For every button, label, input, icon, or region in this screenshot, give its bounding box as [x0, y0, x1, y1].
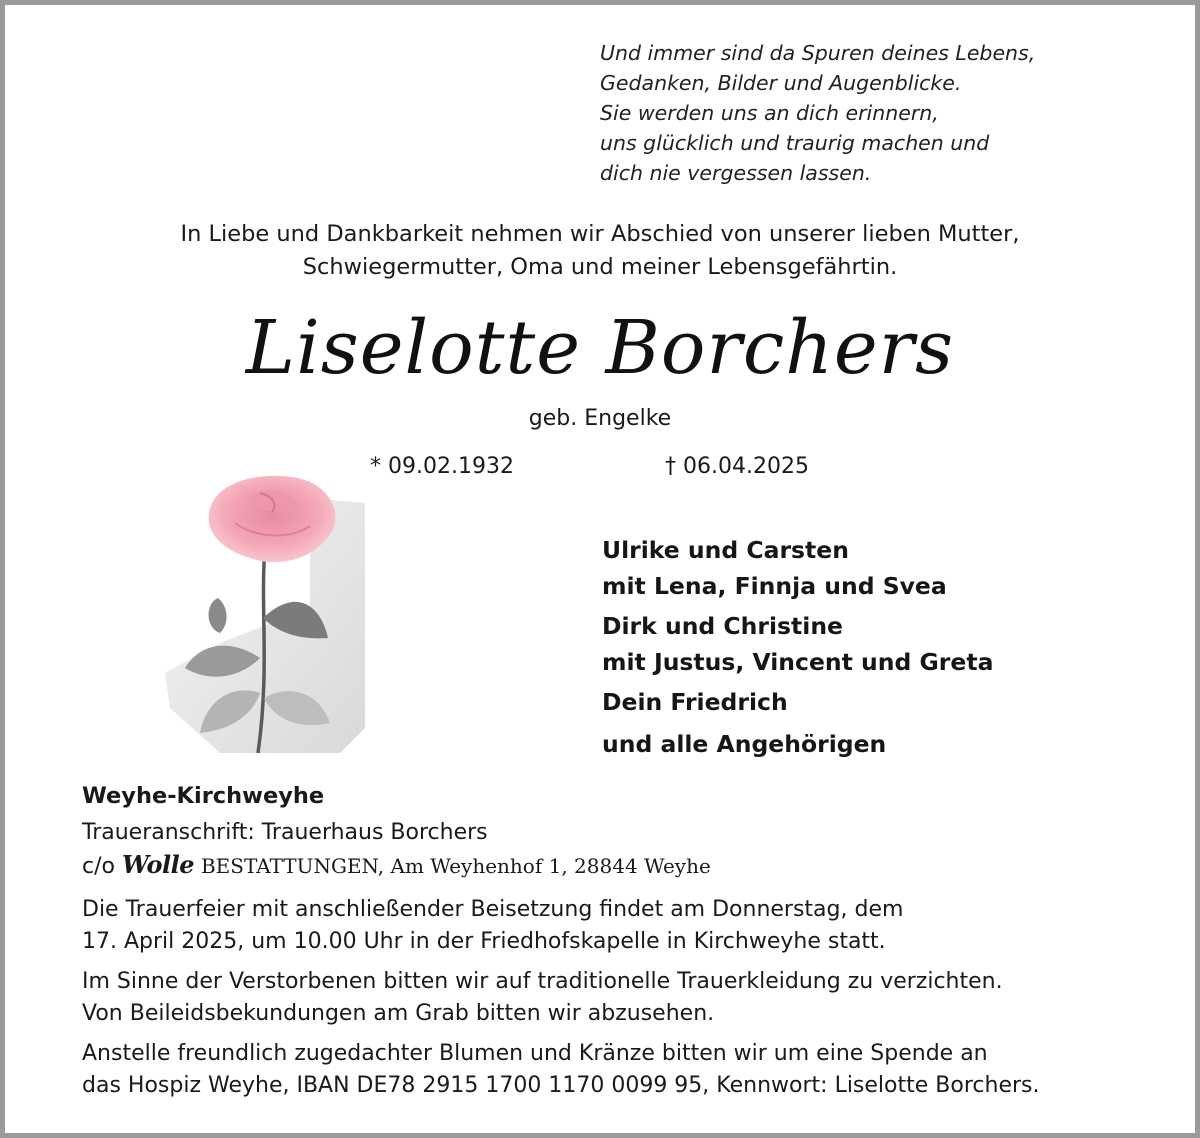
address-line: Traueranschrift: Trauerhaus Borchers — [82, 820, 488, 845]
ceremony-paragraph — [82, 894, 903, 958]
donation-paragraph — [82, 1038, 1039, 1102]
birth-date: * 09.02.1932 — [370, 454, 514, 479]
funeral-home-address: BESTATTUNGEN, Am Weyhenhof 1, 28844 Weyhe — [200, 854, 711, 878]
paragraph-line: das Hospiz Weyhe, IBAN DE78 2915 1700 1170 0099 95, Kennwort: Liselotte Borchers. — [82, 1073, 1040, 1098]
rose-image — [160, 468, 370, 758]
paragraph-line: Die Trauerfeier mit anschließender Beisetzung findet am Donnerstag, dem — [82, 897, 904, 922]
paragraph-line: Im Sinne der Verstorbenen bitten wir auf traditionelle Trauerkleidung zu verzichten. — [82, 969, 1003, 994]
death-date: † 06.04.2025 — [665, 454, 809, 479]
family-line: Dirk und Christine — [602, 612, 843, 640]
poem-line: Sie werden uns an dich erinnern, — [600, 101, 939, 125]
paragraph-line: Anstelle freundlich zugedachter Blumen und Kränze bitten wir um eine Spende an — [82, 1041, 988, 1066]
poem-line: uns glücklich und traurig machen und — [600, 131, 990, 155]
maiden-name: geb. Engelke — [528, 406, 672, 431]
deceased-name: Liselotte Borchers — [245, 305, 955, 391]
family-line: mit Justus, Vincent und Greta — [602, 648, 994, 676]
place-name: Weyhe-Kirchweyhe — [82, 783, 325, 809]
intro-text — [0, 218, 1200, 284]
family-line: Ulrike und Carsten — [602, 536, 849, 564]
family-line: und alle Angehörigen — [602, 730, 887, 758]
family-line: mit Lena, Finnja und Svea — [602, 572, 947, 600]
paragraph-line: Von Beileidsbekundungen am Grab bitten wir abzusehen. — [82, 1001, 715, 1026]
family-line: Dein Friedrich — [602, 688, 788, 716]
paragraph-line: 17. April 2025, um 10.00 Uhr in der Friedhofskapelle in Kirchweyhe statt. — [82, 929, 886, 954]
poem — [600, 38, 1035, 188]
poem-line: dich nie vergessen lassen. — [600, 161, 872, 185]
poem-line: Und immer sind da Spuren deines Lebens, — [600, 41, 1036, 65]
intro-line: In Liebe und Dankbarkeit nehmen wir Abschied von unserer lieben Mutter, — [180, 221, 1020, 247]
wolle-logo: Wolle — [121, 850, 194, 879]
care-of: c/o — [82, 854, 115, 879]
poem-line: Gedanken, Bilder und Augenblicke. — [600, 71, 962, 95]
mourning-address — [82, 817, 711, 883]
family-list — [602, 532, 993, 762]
intro-line: Schwiegermutter, Oma und meiner Lebensgefährtin. — [302, 254, 898, 280]
dress-paragraph — [82, 966, 1003, 1030]
address-line-2 — [82, 849, 711, 883]
